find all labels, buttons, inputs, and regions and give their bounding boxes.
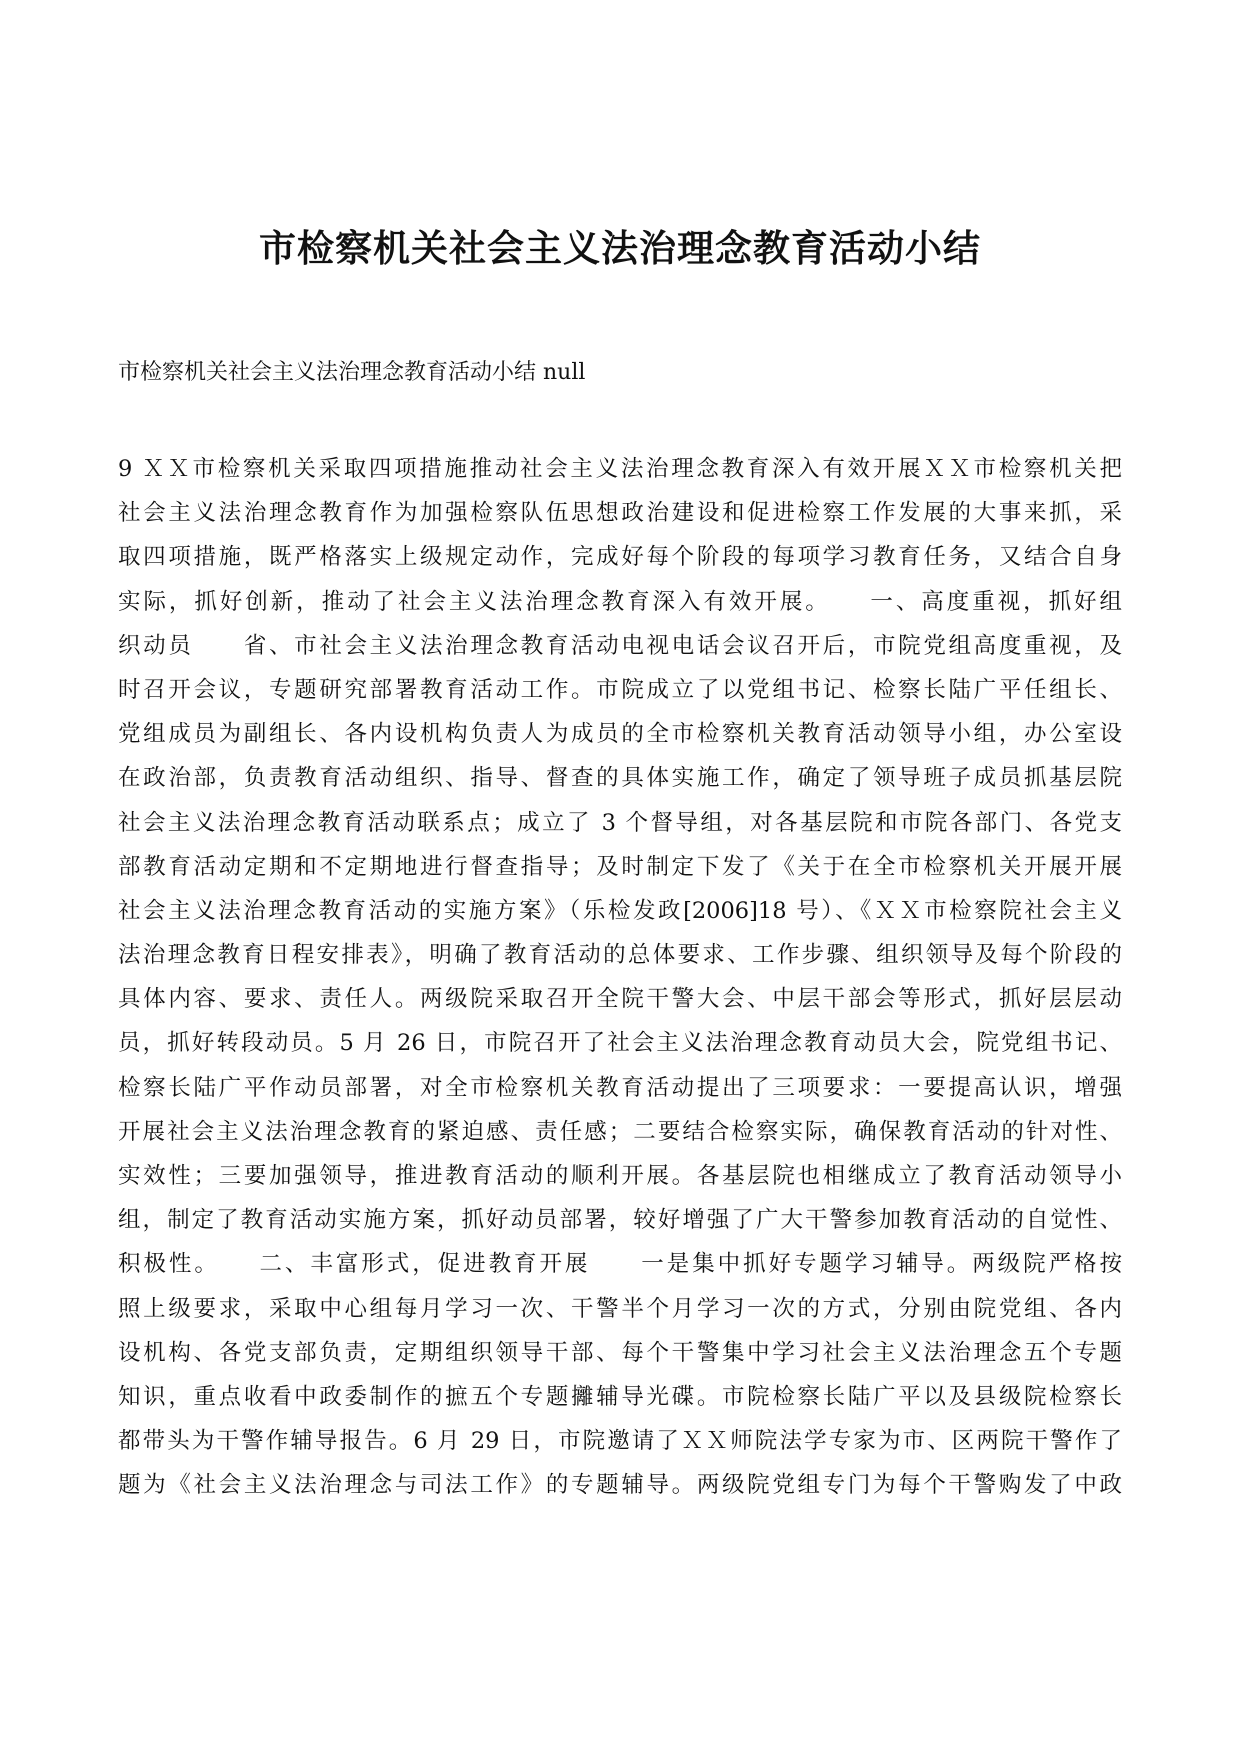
body-line: 知识，重点收看中政委制作的摭五个专题攡辅导光碟。市院检察长陆广平以及县级院检察长	[118, 1383, 1122, 1410]
body-line: 取四项措施，既严格落实上级规定动作，完成好每个阶段的每项学习教育任务，又结合自身	[118, 544, 1122, 571]
body-line: 都带头为干警作辅导报告。6 月 29 日，市院邀请了ＸＸ师院法学专家为市、区两院干警作了	[118, 1428, 1122, 1455]
body-line: 实际，抓好创新，推动了社会主义法治理念教育深入有效开展。 一、高度重视，抓好组	[118, 588, 1122, 615]
body-line: 题为《社会主义法治理念与司法工作》的专题辅导。两级院党组专门为每个干警购发了中政	[118, 1472, 1122, 1499]
body-line: 时召开会议，专题研究部署教育活动工作。市院成立了以党组书记、检察长陆广平任组长、	[118, 676, 1122, 703]
document-subtitle: 市检察机关社会主义法治理念教育活动小结 null	[118, 360, 586, 385]
body-line: 社会主义法治理念教育活动的实施方案》（乐检发政[2006]18 号）、《ＸＸ市检察院社会主义	[118, 897, 1122, 924]
body-line: 检察长陆广平作动员部署，对全市检察机关教育活动提出了三项要求：一要提高认识，增强	[118, 1074, 1122, 1101]
body-line: 党组成员为副组长、各内设机构负责人为成员的全市检察机关教育活动领导小组，办公室设	[118, 721, 1122, 748]
document-title: 市检察机关社会主义法治理念教育活动小结	[259, 226, 981, 270]
body-line: 员，抓好转段动员。5 月 26 日，市院召开了社会主义法治理念教育动员大会，院党组书记、	[118, 1030, 1122, 1057]
body-line: 部教育活动定期和不定期地进行督查指导；及时制定下发了《关于在全市检察机关开展开展	[118, 853, 1122, 880]
body-line: 开展社会主义法治理念教育的紧迫感、责任感；二要结合检察实际，确保教育活动的针对性、	[118, 1118, 1122, 1145]
body-line: 9 ＸＸ市检察机关采取四项措施推动社会主义法治理念教育深入有效开展ＸＸ市检察机关把	[118, 456, 1122, 482]
body-line: 具体内容、要求、责任人。两级院采取召开全院干警大会、中层干部会等形式，抓好层层动	[118, 986, 1122, 1013]
document-body	[118, 447, 1122, 1508]
body-line: 社会主义法治理念教育作为加强检察队伍思想政治建设和促进检察工作发展的大事来抓，采	[118, 500, 1122, 527]
body-line: 实效性；三要加强领导，推进教育活动的顺利开展。各基层院也相继成立了教育活动领导小	[118, 1163, 1122, 1189]
body-line: 法治理念教育日程安排表》，明确了教育活动的总体要求、工作步骤、组织领导及每个阶段的	[118, 942, 1122, 969]
body-line: 织动员 省、市社会主义法治理念教育活动电视电话会议召开后，市院党组高度重视，及	[118, 632, 1122, 659]
body-line: 照上级要求，采取中心组每月学习一次、干警半个月学习一次的方式，分别由院党组、各内	[118, 1295, 1122, 1322]
body-line: 社会主义法治理念教育活动联系点；成立了 3 个督导组，对各基层院和市院各部门、各党支	[118, 809, 1122, 836]
body-line: 在政治部，负责教育活动组织、指导、督查的具体实施工作，确定了领导班子成员抓基层院	[118, 765, 1122, 792]
body-line: 积极性。 二、丰富形式，促进教育开展 一是集中抓好专题学习辅导。两级院严格按	[118, 1251, 1122, 1278]
body-line: 设机构、各党支部负责，定期组织领导干部、每个干警集中学习社会主义法治理念五个专题	[118, 1339, 1122, 1366]
body-line: 组，制定了教育活动实施方案，抓好动员部署，较好增强了广大干警参加教育活动的自觉性、	[118, 1207, 1122, 1234]
